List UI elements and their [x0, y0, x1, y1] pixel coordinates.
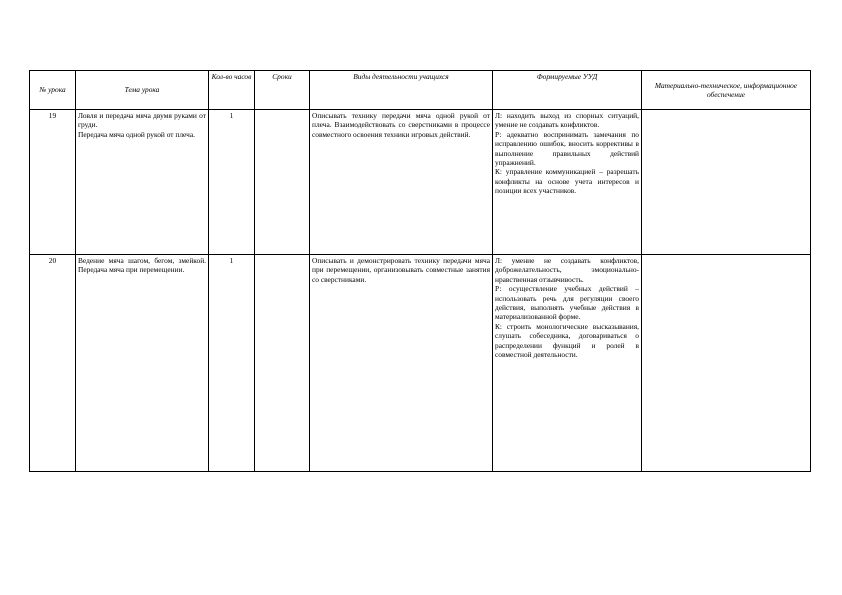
lesson-topic-line: Ловля и передача мяча двумя руками от груди.	[78, 111, 206, 130]
uud-personal: Л: умение не создавать конфликтов, доброжелательность, эмоционально-нравственная отзывчивость.	[495, 256, 639, 284]
uud-personal: Л: находить выход из спорных ситуаций, умение не создавать конфликтов.	[495, 111, 639, 130]
header-hours: Кол-во часов	[209, 71, 255, 110]
lesson-topic-line: Ведение мяча шагом, бегом, змейкой. Передача мяча при перемещении.	[78, 256, 206, 275]
lesson-activities: Описывать технику передачи мяча одной рукой от плеча. Взаимодействовать со сверстниками в процессе совместного освоения техники игровых действий.	[310, 110, 493, 255]
lesson-topic	[76, 255, 209, 472]
header-activities: Виды деятельности учащихся	[310, 71, 493, 110]
lesson-materials	[642, 255, 811, 472]
lesson-hours: 1	[209, 110, 255, 255]
header-lesson-topic: Тема урока	[76, 71, 209, 110]
lesson-hours: 1	[209, 255, 255, 472]
header-materials: Материально-техническое, информационное обеспечение	[642, 71, 811, 110]
header-uud: Формируемые УУД	[493, 71, 642, 110]
header-lesson-number: № урока	[30, 71, 76, 110]
lesson-plan-table	[29, 70, 811, 472]
lesson-number: 20	[30, 255, 76, 472]
header-row	[30, 71, 811, 110]
lesson-activities: Описывать и демонстрировать технику передачи мяча при перемещении, организовывать совместные занятия со сверстниками.	[310, 255, 493, 472]
lesson-materials	[642, 110, 811, 255]
lesson-uud	[493, 255, 642, 472]
table-row	[30, 255, 811, 472]
lesson-dates	[255, 255, 310, 472]
uud-communicative: К: управление коммуникацией – разрешать конфликты на основе учета интересов и позиции всех участников.	[495, 167, 639, 196]
uud-communicative: К: строить монологические высказывания, слушать собеседника, договариваться о распределении функций и ролей в совместной деятельности.	[495, 321, 639, 360]
uud-regulatory: Р: адекватно воспринимать замечания по исправлению ошибок, вносить коррективы в выполнение правильных действий упражнений.	[495, 129, 639, 168]
lesson-topic-line: Передача мяча одной рукой от плеча.	[78, 129, 195, 139]
lesson-number: 19	[30, 110, 76, 255]
header-dates: Сроки	[255, 71, 310, 110]
table-row	[30, 110, 811, 255]
lesson-topic	[76, 110, 209, 255]
lesson-dates	[255, 110, 310, 255]
lesson-uud	[493, 110, 642, 255]
uud-regulatory: Р: осуществление учебных действий – использовать речь для регуляции своего действия, выполнять учебные действия в материализованной форме.	[495, 284, 639, 322]
